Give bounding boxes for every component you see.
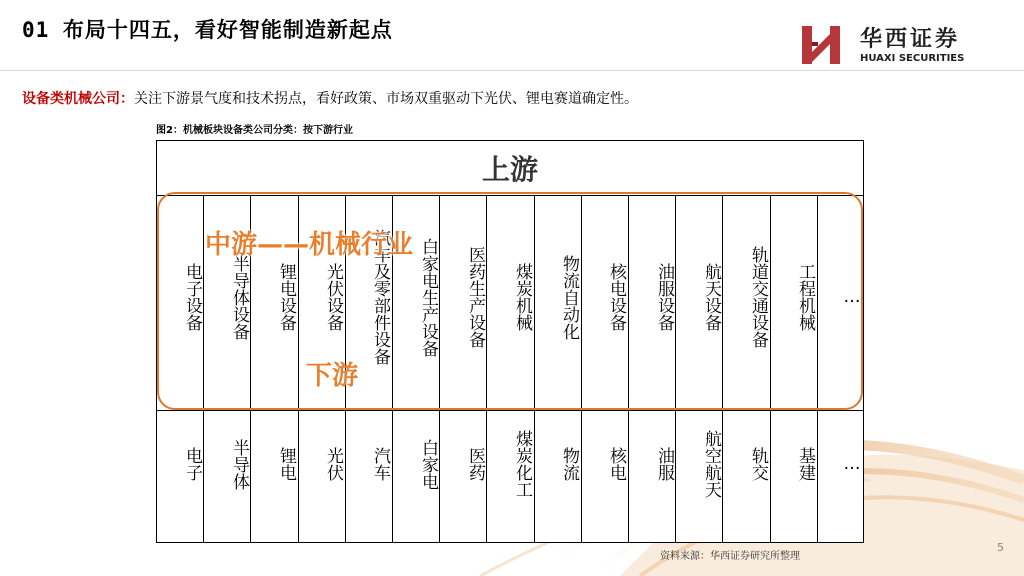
company-logo [800,22,1000,68]
midstream-item: 工程机械 [795,263,815,331]
midstream-item: 物流自动化 [559,254,579,340]
logo-english-name: HUAXI SECURITIES [860,53,965,64]
midstream-item: 汽车及零部件设备 [370,229,390,365]
downstream-label: 下游 [306,361,359,391]
midstream-item: 半导体设备 [229,254,249,340]
midstream-item: 白家电生产设备 [418,237,438,357]
downstream-item: … [842,454,862,474]
downstream-item: 物流 [559,447,579,481]
logo-chinese-name: 华西证券 [860,27,961,52]
midstream-item: 轨道交通设备 [748,246,768,348]
page-number: 5 [997,541,1004,554]
huaxi-logo-icon [800,22,846,68]
downstream-item: 白家电 [418,438,438,490]
midstream-label: 中游——机械行业 [205,230,414,260]
midstream-item: 油服设备 [654,263,674,331]
downstream-item: 汽车 [370,447,390,481]
figure-caption: 图2：机械板块设备类公司分类：按下游行业 [156,125,353,136]
downstream-item: 光伏 [323,447,343,481]
downstream-item: 锂电 [276,447,296,481]
midstream-item: 煤炭机械 [512,263,532,331]
row-divider [156,410,864,411]
midstream-item: 电子设备 [182,263,202,331]
downstream-item: 医药 [465,447,485,481]
intro-line [22,88,638,108]
midstream-item: 医药生产设备 [465,246,485,348]
midstream-item: … [842,287,862,307]
downstream-item: 油服 [654,447,674,481]
upstream-label: 上游 [481,153,538,186]
downstream-item: 核电 [606,447,626,481]
downstream-item: 基建 [795,447,815,481]
midstream-item: 航天设备 [701,263,721,331]
downstream-item: 半导体 [229,438,249,490]
downstream-item: 煤炭化工 [512,430,532,498]
midstream-item: 锂电设备 [276,263,296,331]
intro-label: 设备类机械公司： [22,91,134,107]
midstream-item: 核电设备 [606,263,626,331]
midstream-item: 光伏设备 [323,263,343,331]
downstream-item: 航空航天 [701,430,721,498]
intro-text: 关注下游景气度和技术拐点，看好政策、市场双重驱动下光伏、锂电赛道确定性。 [134,91,638,107]
downstream-item: 轨交 [748,447,768,481]
downstream-item: 电子 [182,447,202,481]
slide-title: 01 布局十四五，看好智能制造新起点 [22,18,393,42]
header-divider [0,70,1024,71]
source-note: 资料来源：华西证券研究所整理 [660,551,800,562]
